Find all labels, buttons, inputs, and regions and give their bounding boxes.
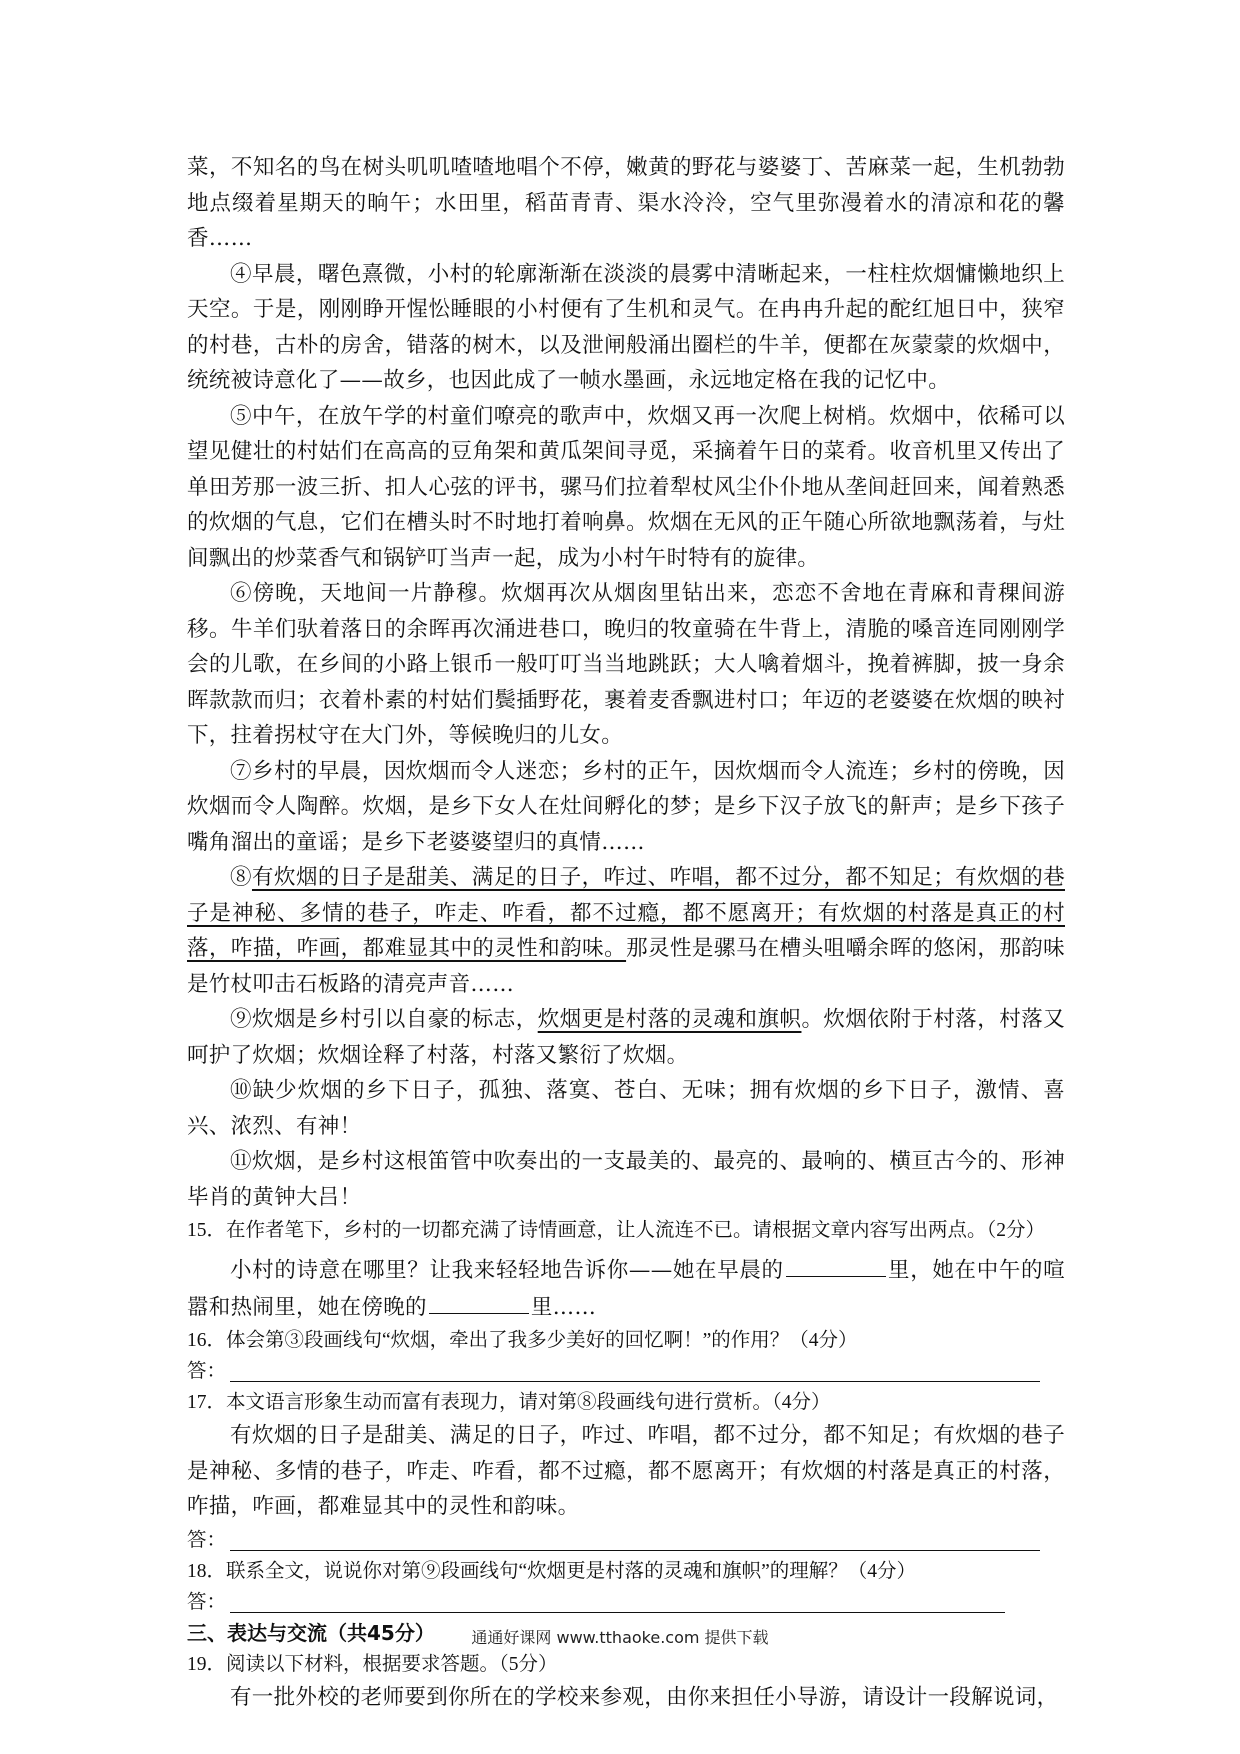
passage-paragraph-9	[187, 1002, 1065, 1073]
page-footer: 通通好课网 www.tthaoke.com 提供下载	[471, 1628, 769, 1647]
question-16-answer	[187, 1356, 1065, 1387]
answer-line-18[interactable]	[230, 1590, 1005, 1613]
passage-paragraph-3-continued: 菜，不知名的鸟在树头叽叽喳喳地唱个不停，嫩黄的野花与婆婆丁、苦麻菜一起，生机勃勃地点缀着星期天的晌午；水田里，稻苗青青、渠水泠泠，空气里弥漫着水的清凉和花的馨香……	[187, 155, 1065, 251]
question-19-text: 有一批外校的老师要到你所在的学校来参观，由你来担任小导游，请设计一段解说词，	[230, 1684, 1059, 1710]
q15-fill-text-c: 里……	[530, 1294, 597, 1320]
paragraph-8-number: ⑧	[230, 865, 252, 890]
passage-paragraph-5: ⑤中午，在放午学的村童们嘹亮的歌声中，炊烟又再一次爬上树梢。炊烟中，依稀可以望见健壮的村姑们在高高的豆角架和黄瓜架间寻觅，采摘着午日的菜肴。收音机里又传出了单田芳那一波三折、扣人心弦的评书，骡马们拉着犁杖风尘仆仆地从垄间赶回来，闻着熟悉的炊烟的气息，它们在槽头时不时地打着响鼻。炊烟在无风的正午随心所欲地飘荡着，与灶间飘出的炒菜香气和锅铲叮当声一起，成为小村午时特有的旋律。	[187, 403, 1065, 571]
answer-label: 答：	[187, 1591, 227, 1613]
section-3-heading: 三、表达与交流（共45分）	[187, 1620, 435, 1645]
question-17-quote: 有炊烟的日子是甜美、满足的日子，咋过、咋唱，都不过分，都不知足；有炊烟的巷子是神秘、多情的巷子，咋走、咋看，都不过瘾，都不愿离开；有炊烟的村落是真正的村落，咋描，咋画，都难显其中的灵性和韵味。	[187, 1423, 1065, 1519]
paragraph-9-start: ⑨炊烟是乡村引以自豪的标志，	[230, 1007, 538, 1032]
passage-paragraph-10: ⑩缺少炊烟的乡下日子，孤独、落寞、苍白、无味；拥有炊烟的乡下日子，激情、喜兴、浓烈、有神！	[187, 1078, 1065, 1139]
paragraph-8-underlined-sentence: 有炊烟的日子是甜美、满足的日子，咋过、咋唱，都不过分，都不知足；有炊烟的巷子是神秘、多情的巷子，咋走、咋看，都不过瘾，都不愿离开；有炊烟的村落是真正的村落，咋描，咋画，都难显其中的灵性和韵味。	[187, 865, 1065, 961]
q15-blank-morning[interactable]	[786, 1252, 886, 1277]
question-15: 15．在作者笔下，乡村的一切都充满了诗情画意，让人流连不已。请根据文章内容写出两点。（2分）	[187, 1220, 1046, 1241]
paragraph-8-rest: 那灵性是骡马在槽头咀嚼余晖的悠闲，那韵味是竹杖叩击石板路的清亮声音……	[187, 936, 1065, 997]
question-18: 18．联系全文，说说你对第⑨段画线句“炊烟更是村落的灵魂和旗帜”的理解？（4分）	[187, 1560, 917, 1582]
answer-label: 答：	[187, 1529, 227, 1551]
paragraph-9-underlined-sentence: 炊烟更是村落的灵魂和旗帜	[537, 1007, 802, 1032]
question-17: 17．本文语言形象生动而富有表现力，请对第⑧段画线句进行赏析。（4分）	[187, 1392, 831, 1413]
answer-line-17[interactable]	[230, 1528, 1040, 1551]
passage-paragraph-11: ⑪炊烟，是乡村这根笛管中吹奏出的一支最美的、最亮的、最响的、横亘古今的、形神毕肖的黄钟大吕！	[187, 1149, 1065, 1210]
page-content	[187, 150, 1065, 1715]
question-16: 16．体会第③段画线句“炊烟，牵出了我多少美好的回忆啊！”的作用？（4分）	[187, 1330, 858, 1351]
question-17-answer	[187, 1525, 1065, 1556]
question-19: 19．阅读以下材料，根据要求答题。（5分）	[187, 1653, 558, 1675]
passage-paragraph-4: ④早晨，曙色熹微，小村的轮廓渐渐在淡淡的晨雾中清晰起来，一柱柱炊烟慵懒地织上天空。于是，刚刚睁开惺忪睡眼的小村便有了生机和灵气。在冉冉升起的酡红旭日中，狭窄的村巷，古朴的房舍，错落的树木，以及泄闸般涌出圈栏的牛羊，便都在灰蒙蒙的炊烟中，统统被诗意化了——故乡，也因此成了一帧水墨画，永远地定格在我的记忆中。	[187, 261, 1065, 393]
passage-paragraph-8	[187, 860, 1065, 1002]
paragraph-9-end: 。炊烟依附于村落，村落又呵护了炊烟；炊烟诠释了村落，村落又繁衍了炊烟。	[187, 1007, 1066, 1068]
q15-blank-evening[interactable]	[429, 1289, 529, 1314]
passage-paragraph-6: ⑥傍晚，天地间一片静穆。炊烟再次从烟囱里钻出来，恋恋不舍地在青麻和青稞间游移。牛羊们驮着落日的余晖再次涌进巷口，晚归的牧童骑在牛背上，清脆的嗓音连同刚刚学会的儿歌，在乡间的小路上银币一般叮叮当当地跳跃；大人噙着烟斗，挽着裤脚，披一身余晖款款而归；衣着朴素的村姑们鬓插野花，裹着麦香飘进村口；年迈的老婆婆在炊烟的映衬下，拄着拐杖守在大门外，等候晚归的儿女。	[187, 581, 1065, 748]
question-18-answer	[187, 1587, 1065, 1618]
question-15-fill-in	[187, 1252, 1065, 1325]
q15-fill-text-a: 小村的诗意在哪里？让我来轻轻地告诉你——她在早晨的	[230, 1258, 784, 1283]
passage-paragraph-7: ⑦乡村的早晨，因炊烟而令人迷恋；乡村的正午，因炊烟而令人流连；乡村的傍晚，因炊烟而令人陶醉。炊烟，是乡下女人在灶间孵化的梦；是乡下汉子放飞的鼾声；是乡下孩子嘴角溜出的童谣；是乡下老婆婆望归的真情……	[187, 758, 1065, 855]
answer-label: 答：	[187, 1361, 227, 1382]
q15-fill-text-b: 里，她在中午的喧嚣和热闹里，她在傍晚的	[187, 1258, 1065, 1320]
answer-line-16[interactable]	[230, 1359, 1040, 1382]
